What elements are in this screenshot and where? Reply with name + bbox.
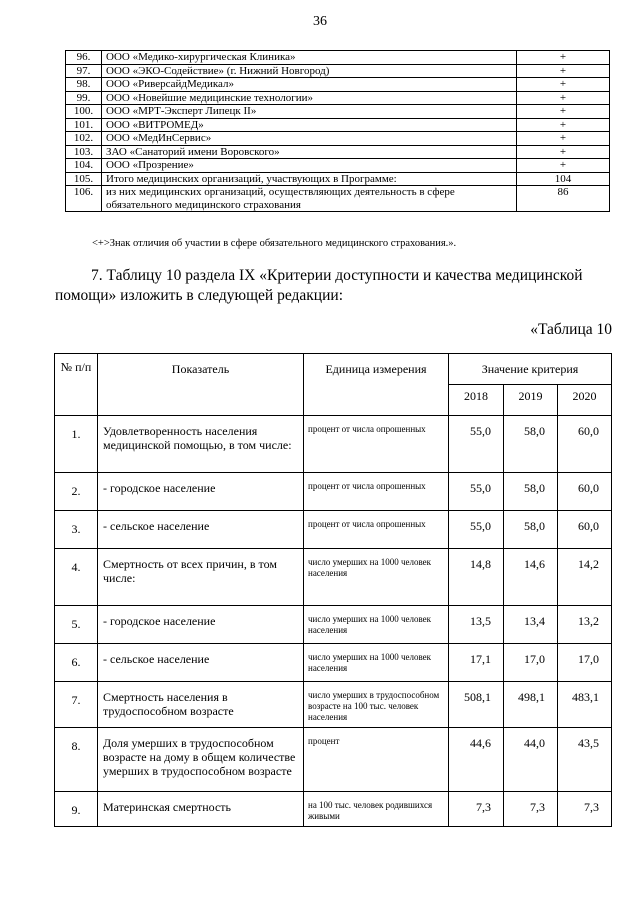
criteria-row-num: 2. [55, 473, 98, 511]
criteria-row-num: 1. [55, 416, 98, 473]
criteria-row-value: 14,2 [558, 549, 612, 606]
org-row-value: + [517, 91, 610, 105]
org-row-name: ООО «ВИТРОМЕД» [102, 118, 517, 132]
organizations-table [65, 50, 610, 212]
criteria-row-value: 60,0 [558, 511, 612, 549]
org-row-num: 104. [66, 159, 102, 173]
criteria-row-value: 14,8 [449, 549, 504, 606]
criteria-row-value: 44,6 [449, 728, 504, 792]
criteria-row-indicator: Материнская смертность [98, 792, 304, 827]
org-row-name: ООО «Новейшие медицинские технологии» [102, 91, 517, 105]
criteria-row-unit: на 100 тыс. человек родившихся живыми [304, 792, 449, 827]
criteria-row-num: 3. [55, 511, 98, 549]
criteria-row-unit: процент от числа опрошенных [304, 416, 449, 473]
org-row-name: ООО «РиверсайдМедикал» [102, 78, 517, 92]
criteria-row [55, 416, 612, 473]
criteria-row-value: 58,0 [504, 416, 558, 473]
org-row-name: ООО «ЭКО-Содействие» (г. Нижний Новгород) [102, 64, 517, 78]
org-row [66, 64, 610, 78]
criteria-row-value: 17,0 [504, 644, 558, 682]
org-row [66, 78, 610, 92]
page-number: 36 [313, 14, 327, 29]
criteria-row-value: 60,0 [558, 416, 612, 473]
criteria-row-num: 7. [55, 682, 98, 728]
criteria-row-indicator: - городское население [98, 473, 304, 511]
header-year-2020: 2020 [558, 385, 612, 416]
org-row-value: 104 [517, 172, 610, 186]
criteria-row-num: 5. [55, 606, 98, 644]
criteria-row-indicator: Смертность населения в трудоспособном возрасте [98, 682, 304, 728]
header-num: № п/п [55, 354, 98, 416]
amendment-paragraph [55, 266, 610, 306]
criteria-row-unit: процент от числа опрошенных [304, 473, 449, 511]
criteria-row [55, 549, 612, 606]
criteria-row [55, 511, 612, 549]
org-row-num: 106. [66, 186, 102, 212]
org-row [66, 159, 610, 173]
criteria-row-value: 7,3 [449, 792, 504, 827]
org-row [66, 118, 610, 132]
criteria-row-indicator: Удовлетворенность населения медицинской помощью, в том числе: [98, 416, 304, 473]
criteria-row-value: 7,3 [558, 792, 612, 827]
criteria-row-value: 13,5 [449, 606, 504, 644]
criteria-row-num: 8. [55, 728, 98, 792]
criteria-row-value: 60,0 [558, 473, 612, 511]
org-row-num: 99. [66, 91, 102, 105]
criteria-row-unit: число умерших на 1000 человек населения [304, 549, 449, 606]
org-row [66, 186, 610, 212]
paragraph-line-1: 7. Таблицу 10 раздела IX «Критерии доступности и качества медицинской [91, 267, 583, 284]
criteria-row-value: 7,3 [504, 792, 558, 827]
criteria-row-value: 55,0 [449, 416, 504, 473]
criteria-row-value: 58,0 [504, 511, 558, 549]
org-row-num: 96. [66, 51, 102, 65]
org-row [66, 91, 610, 105]
org-row [66, 172, 610, 186]
paragraph-line-2: помощи» изложить в следующей редакции: [55, 287, 343, 304]
header-year-2018: 2018 [449, 385, 504, 416]
org-row [66, 105, 610, 119]
org-row-name: ЗАО «Санаторий имени Воровского» [102, 145, 517, 159]
org-row-name: ООО «Медико-хирургическая Клиника» [102, 51, 517, 65]
criteria-row-num: 6. [55, 644, 98, 682]
criteria-row-indicator: Смертность от всех причин, в том числе: [98, 549, 304, 606]
footnote: <+>Знак отличия об участии в сфере обязательного медицинского страхования.». [92, 238, 457, 249]
criteria-row-unit: процент от числа опрошенных [304, 511, 449, 549]
criteria-row-indicator: - сельское население [98, 644, 304, 682]
table-caption: «Таблица 10 [530, 321, 612, 338]
criteria-row-value: 13,2 [558, 606, 612, 644]
org-row-num: 105. [66, 172, 102, 186]
criteria-row [55, 606, 612, 644]
header-unit: Единица измерения [304, 354, 449, 416]
org-row-value: + [517, 132, 610, 146]
org-row [66, 145, 610, 159]
criteria-row-unit: число умерших на 1000 человек населения [304, 644, 449, 682]
org-row-value: 86 [517, 186, 610, 212]
org-row [66, 132, 610, 146]
criteria-row [55, 728, 612, 792]
org-row-name: ООО «МедИнСервис» [102, 132, 517, 146]
org-row [66, 51, 610, 65]
criteria-row-indicator: Доля умерших в трудоспособном возрасте на дому в общем количестве умерших в трудоспособном возрасте [98, 728, 304, 792]
criteria-row-indicator: - городское население [98, 606, 304, 644]
org-row-num: 100. [66, 105, 102, 119]
criteria-row-value: 55,0 [449, 473, 504, 511]
criteria-table [54, 353, 612, 827]
org-row-value: + [517, 78, 610, 92]
criteria-row-value: 17,1 [449, 644, 504, 682]
criteria-row [55, 644, 612, 682]
criteria-row-value: 58,0 [504, 473, 558, 511]
criteria-row-value: 508,1 [449, 682, 504, 728]
criteria-row-indicator: - сельское население [98, 511, 304, 549]
org-row-num: 98. [66, 78, 102, 92]
criteria-row-value: 17,0 [558, 644, 612, 682]
org-row-name: ООО «Прозрение» [102, 159, 517, 173]
criteria-row-value: 13,4 [504, 606, 558, 644]
org-row-value: + [517, 118, 610, 132]
criteria-row-unit: число умерших в трудоспособном возрасте на 100 тыс. человек населения [304, 682, 449, 728]
header-value-group: Значение критерия [449, 354, 612, 385]
org-row-num: 103. [66, 145, 102, 159]
org-row-value: + [517, 145, 610, 159]
criteria-row-value: 55,0 [449, 511, 504, 549]
criteria-row [55, 792, 612, 827]
criteria-row-unit: число умерших на 1000 человек населения [304, 606, 449, 644]
criteria-row [55, 473, 612, 511]
criteria-row [55, 682, 612, 728]
criteria-row-value: 483,1 [558, 682, 612, 728]
org-row-num: 97. [66, 64, 102, 78]
org-row-value: + [517, 105, 610, 119]
org-row-value: + [517, 51, 610, 65]
criteria-row-value: 43,5 [558, 728, 612, 792]
org-row-num: 102. [66, 132, 102, 146]
org-row-value: + [517, 159, 610, 173]
org-row-num: 101. [66, 118, 102, 132]
org-row-name: из них медицинских организаций, осуществляющих деятельность в сфере обязательного медицинского страхования [102, 186, 517, 212]
criteria-row-unit: процент [304, 728, 449, 792]
criteria-row-value: 14,6 [504, 549, 558, 606]
org-row-name: Итого медицинских организаций, участвующих в Программе: [102, 172, 517, 186]
criteria-row-value: 498,1 [504, 682, 558, 728]
header-year-2019: 2019 [504, 385, 558, 416]
criteria-row-num: 9. [55, 792, 98, 827]
criteria-row-num: 4. [55, 549, 98, 606]
org-row-value: + [517, 64, 610, 78]
org-row-name: ООО «МРТ-Эксперт Липецк II» [102, 105, 517, 119]
header-indicator: Показатель [98, 354, 304, 416]
criteria-row-value: 44,0 [504, 728, 558, 792]
